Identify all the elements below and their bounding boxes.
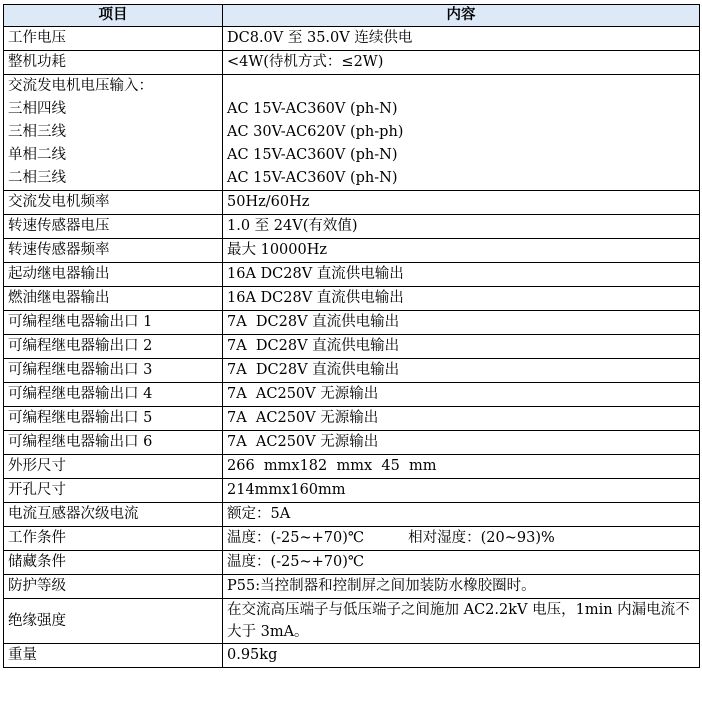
row-label: 开孔尺寸 <box>4 479 223 503</box>
row-label: 工作电压 <box>4 27 223 51</box>
row-label: 防护等级 <box>4 575 223 599</box>
row-label: 可编程继电器输出口 4 <box>4 383 223 407</box>
table-row <box>4 191 700 215</box>
table-row <box>4 455 700 479</box>
label-line: 三相三线 <box>8 124 66 140</box>
value-line: AC 15V-AC360V (ph-N) <box>227 147 398 163</box>
row-value: 额定：5A <box>223 503 700 527</box>
table-row <box>4 359 700 383</box>
label-line: 交流发电机电压输入： <box>8 78 153 94</box>
row-value: 最大 10000Hz <box>223 239 700 263</box>
row-value: <4W(待机方式：≤2W) <box>223 51 700 75</box>
header-content: 内容 <box>223 5 700 27</box>
row-label: 转速传感器频率 <box>4 239 223 263</box>
value-line: AC 30V-AC620V (ph-ph) <box>227 124 404 140</box>
header-item: 项目 <box>4 5 223 27</box>
row-value: 7A AC250V 无源输出 <box>223 431 700 455</box>
table-row <box>4 311 700 335</box>
row-value: 7A AC250V 无源输出 <box>223 383 700 407</box>
row-label: 绝缘强度 <box>4 599 223 644</box>
table-row <box>4 575 700 599</box>
temperature-range: 温度：(-25~+70)℃ <box>227 530 365 546</box>
table-row <box>4 503 700 527</box>
row-value: 214mmx160mm <box>223 479 700 503</box>
table-row <box>4 215 700 239</box>
row-label: 转速传感器电压 <box>4 215 223 239</box>
value-line: AC 15V-AC360V (ph-N) <box>227 101 398 117</box>
row-value: 266 mmx182 mmx 45 mm <box>223 455 700 479</box>
row-value: 16A DC28V 直流供电输出 <box>223 287 700 311</box>
label-line: 二相三线 <box>8 170 66 186</box>
humidity-range: 相对湿度：(20~93)% <box>408 530 555 546</box>
table-row <box>4 551 700 575</box>
row-label: 储藏条件 <box>4 551 223 575</box>
table-row <box>4 599 700 644</box>
row-value: 7A DC28V 直流供电输出 <box>223 359 700 383</box>
row-label <box>4 75 223 191</box>
row-label: 重量 <box>4 644 223 668</box>
row-label: 可编程继电器输出口 3 <box>4 359 223 383</box>
row-value: 7A AC250V 无源输出 <box>223 407 700 431</box>
table-row <box>4 263 700 287</box>
table-row <box>4 431 700 455</box>
row-label: 可编程继电器输出口 2 <box>4 335 223 359</box>
table-row <box>4 527 700 551</box>
row-label: 外形尺寸 <box>4 455 223 479</box>
row-value <box>223 75 700 191</box>
table-row <box>4 335 700 359</box>
table-row <box>4 239 700 263</box>
table-row <box>4 479 700 503</box>
row-value: 0.95kg <box>223 644 700 668</box>
value-line: AC 15V-AC360V (ph-N) <box>227 170 398 186</box>
row-value: 1.0 至 24V(有效值) <box>223 215 700 239</box>
row-label: 可编程继电器输出口 1 <box>4 311 223 335</box>
row-value: 7A DC28V 直流供电输出 <box>223 311 700 335</box>
table-header-row <box>4 5 700 27</box>
row-value: 在交流高压端子与低压端子之间施加 AC2.2kV 电压，1min 内漏电流不大于 3mA。 <box>223 599 700 644</box>
spec-table <box>3 4 700 668</box>
row-label: 可编程继电器输出口 5 <box>4 407 223 431</box>
row-label: 电流互感器次级电流 <box>4 503 223 527</box>
value-line <box>227 75 699 98</box>
row-label: 整机功耗 <box>4 51 223 75</box>
row-value: 16A DC28V 直流供电输出 <box>223 263 700 287</box>
row-label: 交流发电机频率 <box>4 191 223 215</box>
row-value: 7A DC28V 直流供电输出 <box>223 335 700 359</box>
row-value: DC8.0V 至 35.0V 连续供电 <box>223 27 700 51</box>
row-value: P55:当控制器和控制屏之间加装防水橡胶圈时。 <box>223 575 700 599</box>
table-row <box>4 75 700 191</box>
table-row <box>4 407 700 431</box>
row-label: 起动继电器输出 <box>4 263 223 287</box>
table-row <box>4 644 700 668</box>
row-value: 温度：(-25~+70)℃ <box>223 551 700 575</box>
row-value <box>223 527 700 551</box>
label-line: 三相四线 <box>8 101 66 117</box>
table-row <box>4 27 700 51</box>
row-label: 可编程继电器输出口 6 <box>4 431 223 455</box>
row-label: 燃油继电器输出 <box>4 287 223 311</box>
table-row <box>4 383 700 407</box>
row-value: 50Hz/60Hz <box>223 191 700 215</box>
label-line: 单相二线 <box>8 147 66 163</box>
table-row <box>4 51 700 75</box>
table-row <box>4 287 700 311</box>
row-label: 工作条件 <box>4 527 223 551</box>
